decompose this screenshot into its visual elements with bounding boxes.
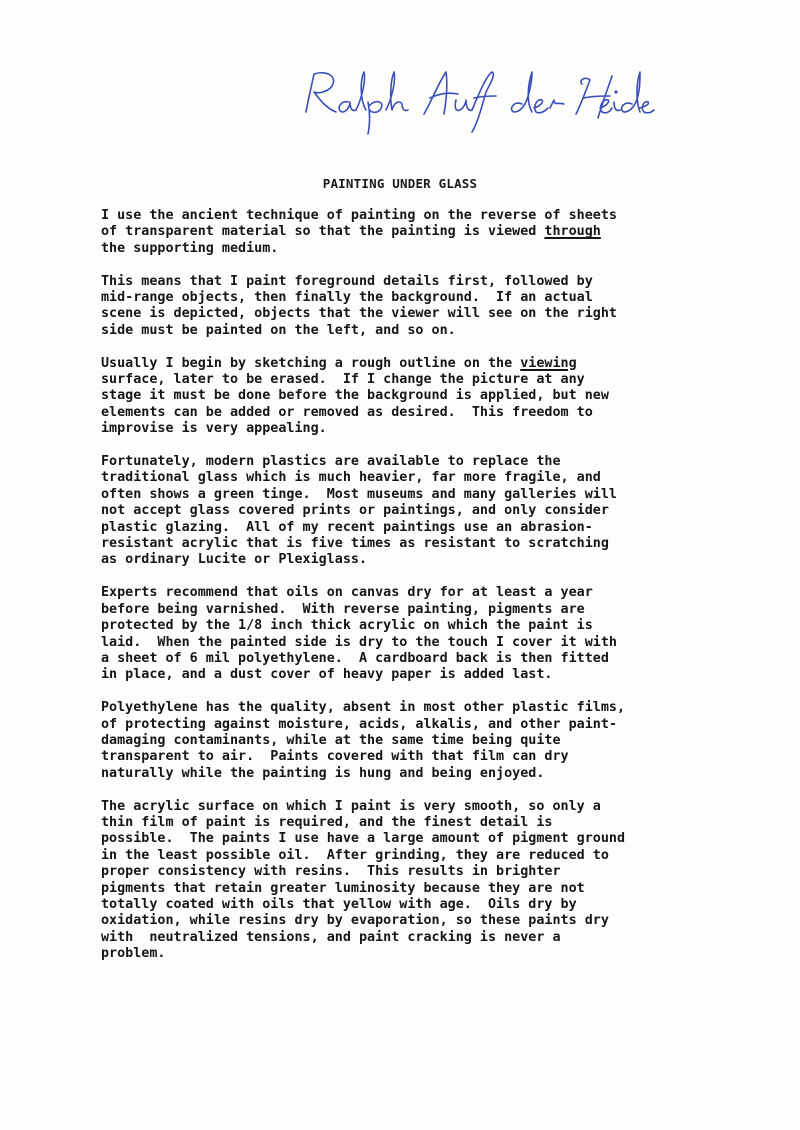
document-body — [101, 208, 751, 979]
text-line: not accept glass covered prints or paintings, and only consider — [101, 503, 609, 519]
text-line: mid-range objects, then finally the background. If an actual — [101, 290, 593, 306]
paragraph-2 — [101, 274, 751, 340]
text-line: surface, later to be erased. If I change the picture at any — [101, 372, 585, 388]
text-line: improvise is very appealing. — [101, 421, 327, 437]
text-line: of transparent material so that the painting is viewed through — [101, 224, 601, 240]
text-line: This means that I paint foreground details first, followed by — [101, 273, 593, 289]
text-line: in place, and a dust cover of heavy paper is added last. — [101, 667, 553, 683]
text-line: elements can be added or removed as desired. This freedom to — [101, 404, 593, 420]
text-line: in the least possible oil. After grinding, they are reduced to — [101, 847, 609, 863]
text-line: with neutralized tensions, and paint cracking is never a — [101, 929, 561, 945]
handwritten-signature — [296, 62, 656, 140]
text-line: naturally while the painting is hung and being enjoyed. — [101, 765, 545, 781]
text-line: protected by the 1/8 inch thick acrylic on which the paint is — [101, 618, 593, 634]
text-line: resistant acrylic that is five times as resistant to scratching — [101, 536, 609, 552]
text-line: the supporting medium. — [101, 240, 279, 256]
text-line: pigments that retain greater luminosity because they are not — [101, 880, 585, 896]
paragraph-1 — [101, 208, 751, 257]
signature-graphic — [296, 62, 656, 140]
text-line: of protecting against moisture, acids, alkalis, and other paint- — [101, 716, 617, 732]
paragraph-5 — [101, 585, 751, 683]
text-line: thin film of paint is required, and the finest detail is — [101, 814, 553, 830]
paragraph-4 — [101, 454, 751, 569]
text-line: oxidation, while resins dry by evaporation, so these paints dry — [101, 913, 609, 929]
text-line: plastic glazing. All of my recent paintings use an abrasion- — [101, 519, 593, 535]
text-line: totally coated with oils that yellow with age. Oils dry by — [101, 896, 577, 912]
text-line: laid. When the painted side is dry to the touch I cover it with — [101, 634, 617, 650]
text-line: side must be painted on the left, and so on. — [101, 322, 456, 338]
text-line: traditional glass which is much heavier, far more fragile, and — [101, 470, 601, 486]
underlined-word: viewing — [520, 355, 577, 371]
paragraph-6 — [101, 700, 751, 782]
text-line: a sheet of 6 mil polyethylene. A cardboard back is then fitted — [101, 650, 609, 666]
text-line: transparent to air. Paints covered with that film can dry — [101, 749, 569, 765]
text-line: Experts recommend that oils on canvas dry for at least a year — [101, 585, 593, 601]
text-line: scene is depicted, objects that the viewer will see on the right — [101, 306, 617, 322]
text-line: I use the ancient technique of painting on the reverse of sheets — [101, 208, 617, 223]
text-line: The acrylic surface on which I paint is very smooth, so only a — [101, 798, 601, 814]
paragraph-7 — [101, 799, 751, 963]
text-line: proper consistency with resins. This results in brighter — [101, 864, 561, 880]
text-line: Usually I begin by sketching a rough outline on the viewing — [101, 355, 577, 371]
text-line: Fortunately, modern plastics are available to replace the — [101, 454, 561, 470]
document-title: PAINTING UNDER GLASS — [322, 176, 478, 191]
text-line: possible. The paints I use have a large amount of pigment ground — [101, 831, 626, 847]
text-line: problem. — [101, 946, 166, 962]
text-line: damaging contaminants, while at the same time being quite — [101, 732, 561, 748]
text-line: Polyethylene has the quality, absent in most other plastic films, — [101, 700, 626, 716]
text-line: often shows a green tinge. Most museums and many galleries will — [101, 486, 617, 502]
text-line: as ordinary Lucite or Plexiglass. — [101, 552, 368, 568]
text-line: stage it must be done before the background is applied, but new — [101, 388, 609, 404]
paragraph-3 — [101, 356, 751, 438]
text-line: before being varnished. With reverse painting, pigments are — [101, 601, 585, 617]
underlined-word: through — [544, 224, 601, 240]
